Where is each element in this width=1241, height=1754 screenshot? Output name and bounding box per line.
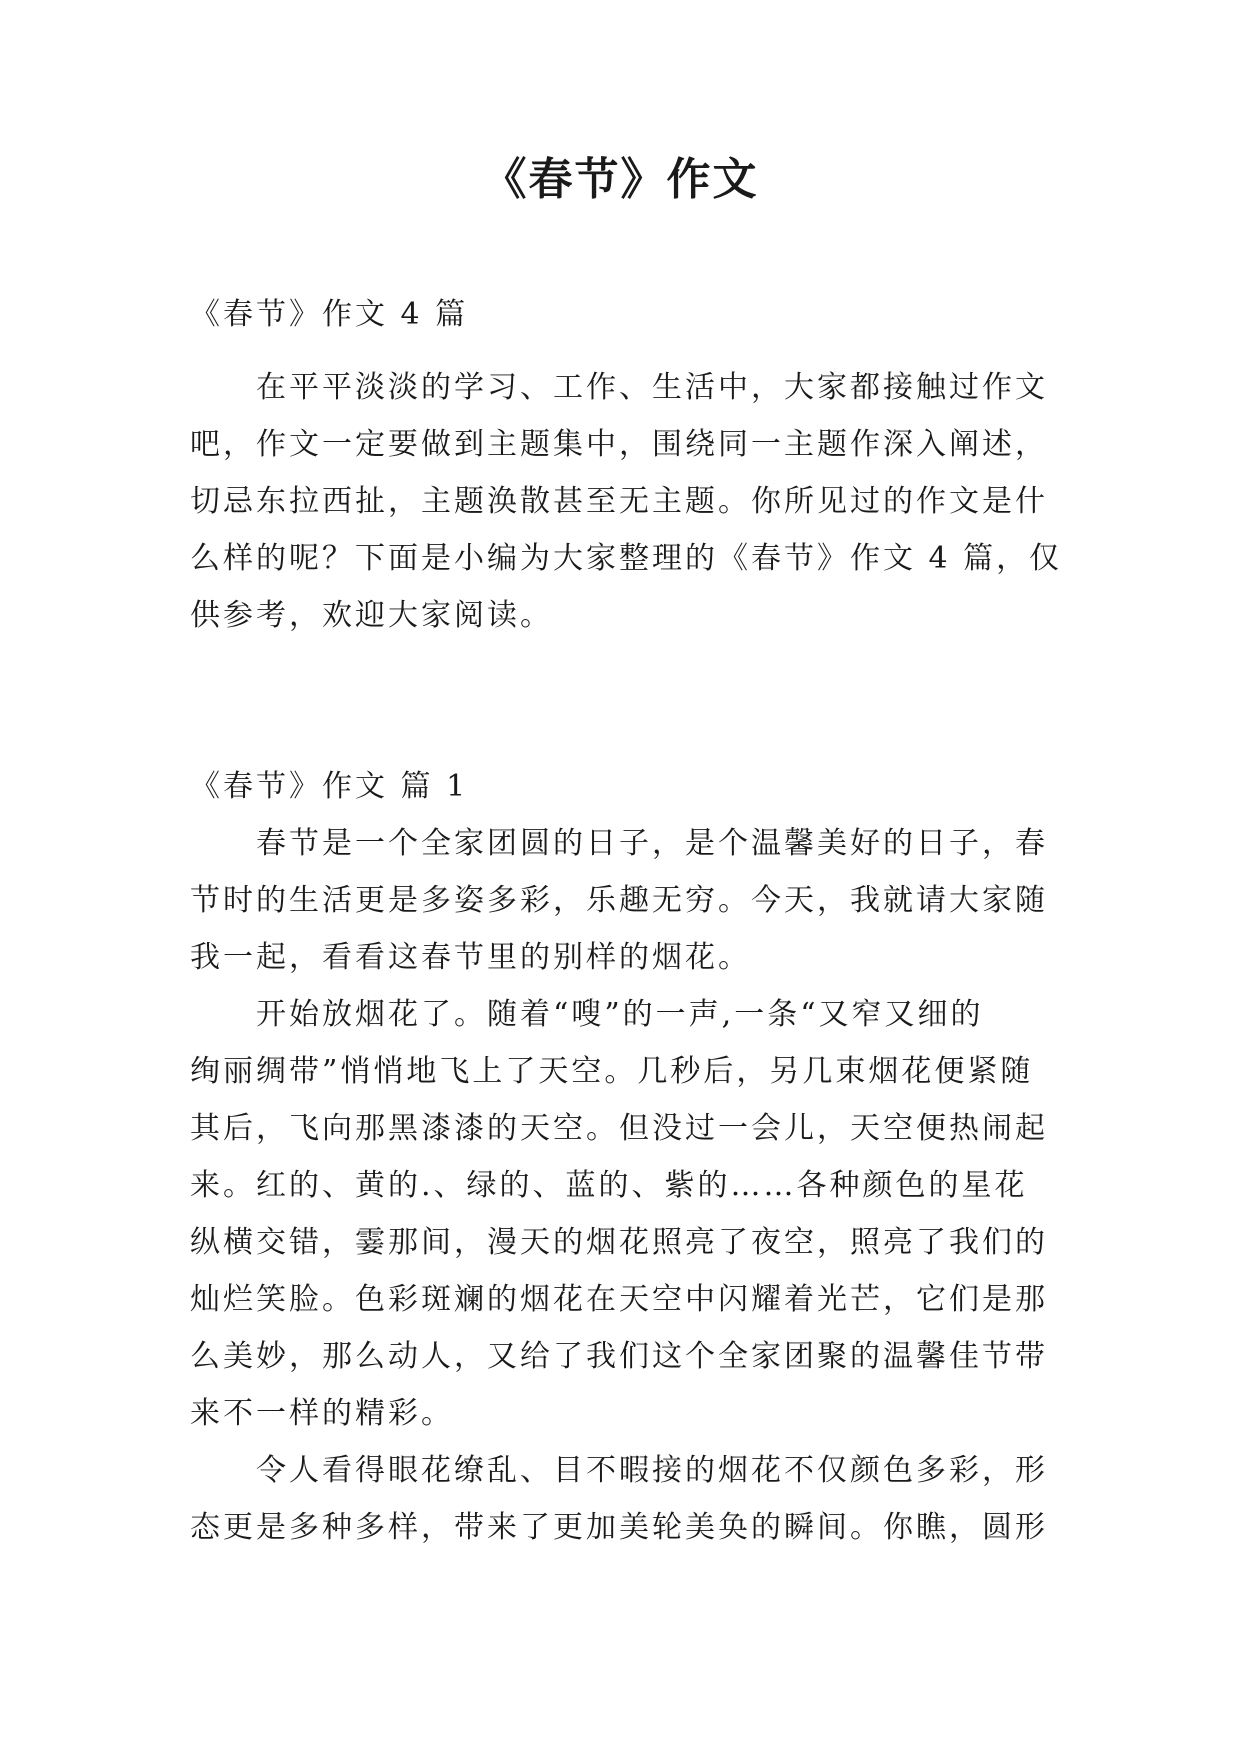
document-title: 《春节》作文 [482, 154, 759, 205]
paragraph-line: 纵横交错，霎那间，漫天的烟花照亮了夜空，照亮了我们的 [190, 1225, 1048, 1260]
paragraph-line: 绚丽绸带”悄悄地飞上了天空。几秒后，另几束烟花便紧随 [190, 1054, 1034, 1089]
intro-line: 么样的呢？下面是小编为大家整理的《春节》作文 4 篇，仅 [190, 541, 1063, 576]
intro-line: 供参考，欢迎大家阅读。 [190, 598, 553, 633]
paragraph-line: 节时的生活更是多姿多彩，乐趣无穷。今天，我就请大家随 [190, 883, 1048, 918]
document-subtitle: 《春节》作文 4 篇 [190, 297, 469, 332]
intro-line: 切忌东拉西扯，主题涣散甚至无主题。你所见过的作文是什 [190, 484, 1048, 519]
paragraph-line: 态更是多种多样，带来了更加美轮美奂的瞬间。你瞧，圆形 [190, 1510, 1048, 1545]
paragraph-line: 令人看得眼花缭乱、目不暇接的烟花不仅颜色多彩，形 [256, 1453, 1048, 1488]
paragraph-line: 开始放烟花了。随着“嗖”的一声,一条“又窄又细的 [256, 997, 984, 1032]
paragraph-line: 灿烂笑脸。色彩斑斓的烟花在天空中闪耀着光芒，它们是那 [190, 1282, 1048, 1317]
paragraph-line: 来。红的、黄的.、绿的、蓝的、紫的……各种颜色的星花 [190, 1168, 1028, 1203]
paragraph-line: 我一起，看看这春节里的别样的烟花。 [190, 940, 751, 975]
paragraph-line: 其后，飞向那黑漆漆的天空。但没过一会儿，天空便热闹起 [190, 1111, 1048, 1146]
intro-line: 在平平淡淡的学习、工作、生活中，大家都接触过作文 [256, 370, 1048, 405]
paragraph-line: 么美妙，那么动人，又给了我们这个全家团聚的温馨佳节带 [190, 1339, 1048, 1374]
paragraph-line: 来不一样的精彩。 [190, 1396, 454, 1431]
section-heading: 《春节》作文 篇 1 [190, 769, 469, 804]
intro-line: 吧，作文一定要做到主题集中，围绕同一主题作深入阐述， [190, 427, 1048, 462]
paragraph-line: 春节是一个全家团圆的日子，是个温馨美好的日子，春 [256, 826, 1048, 861]
